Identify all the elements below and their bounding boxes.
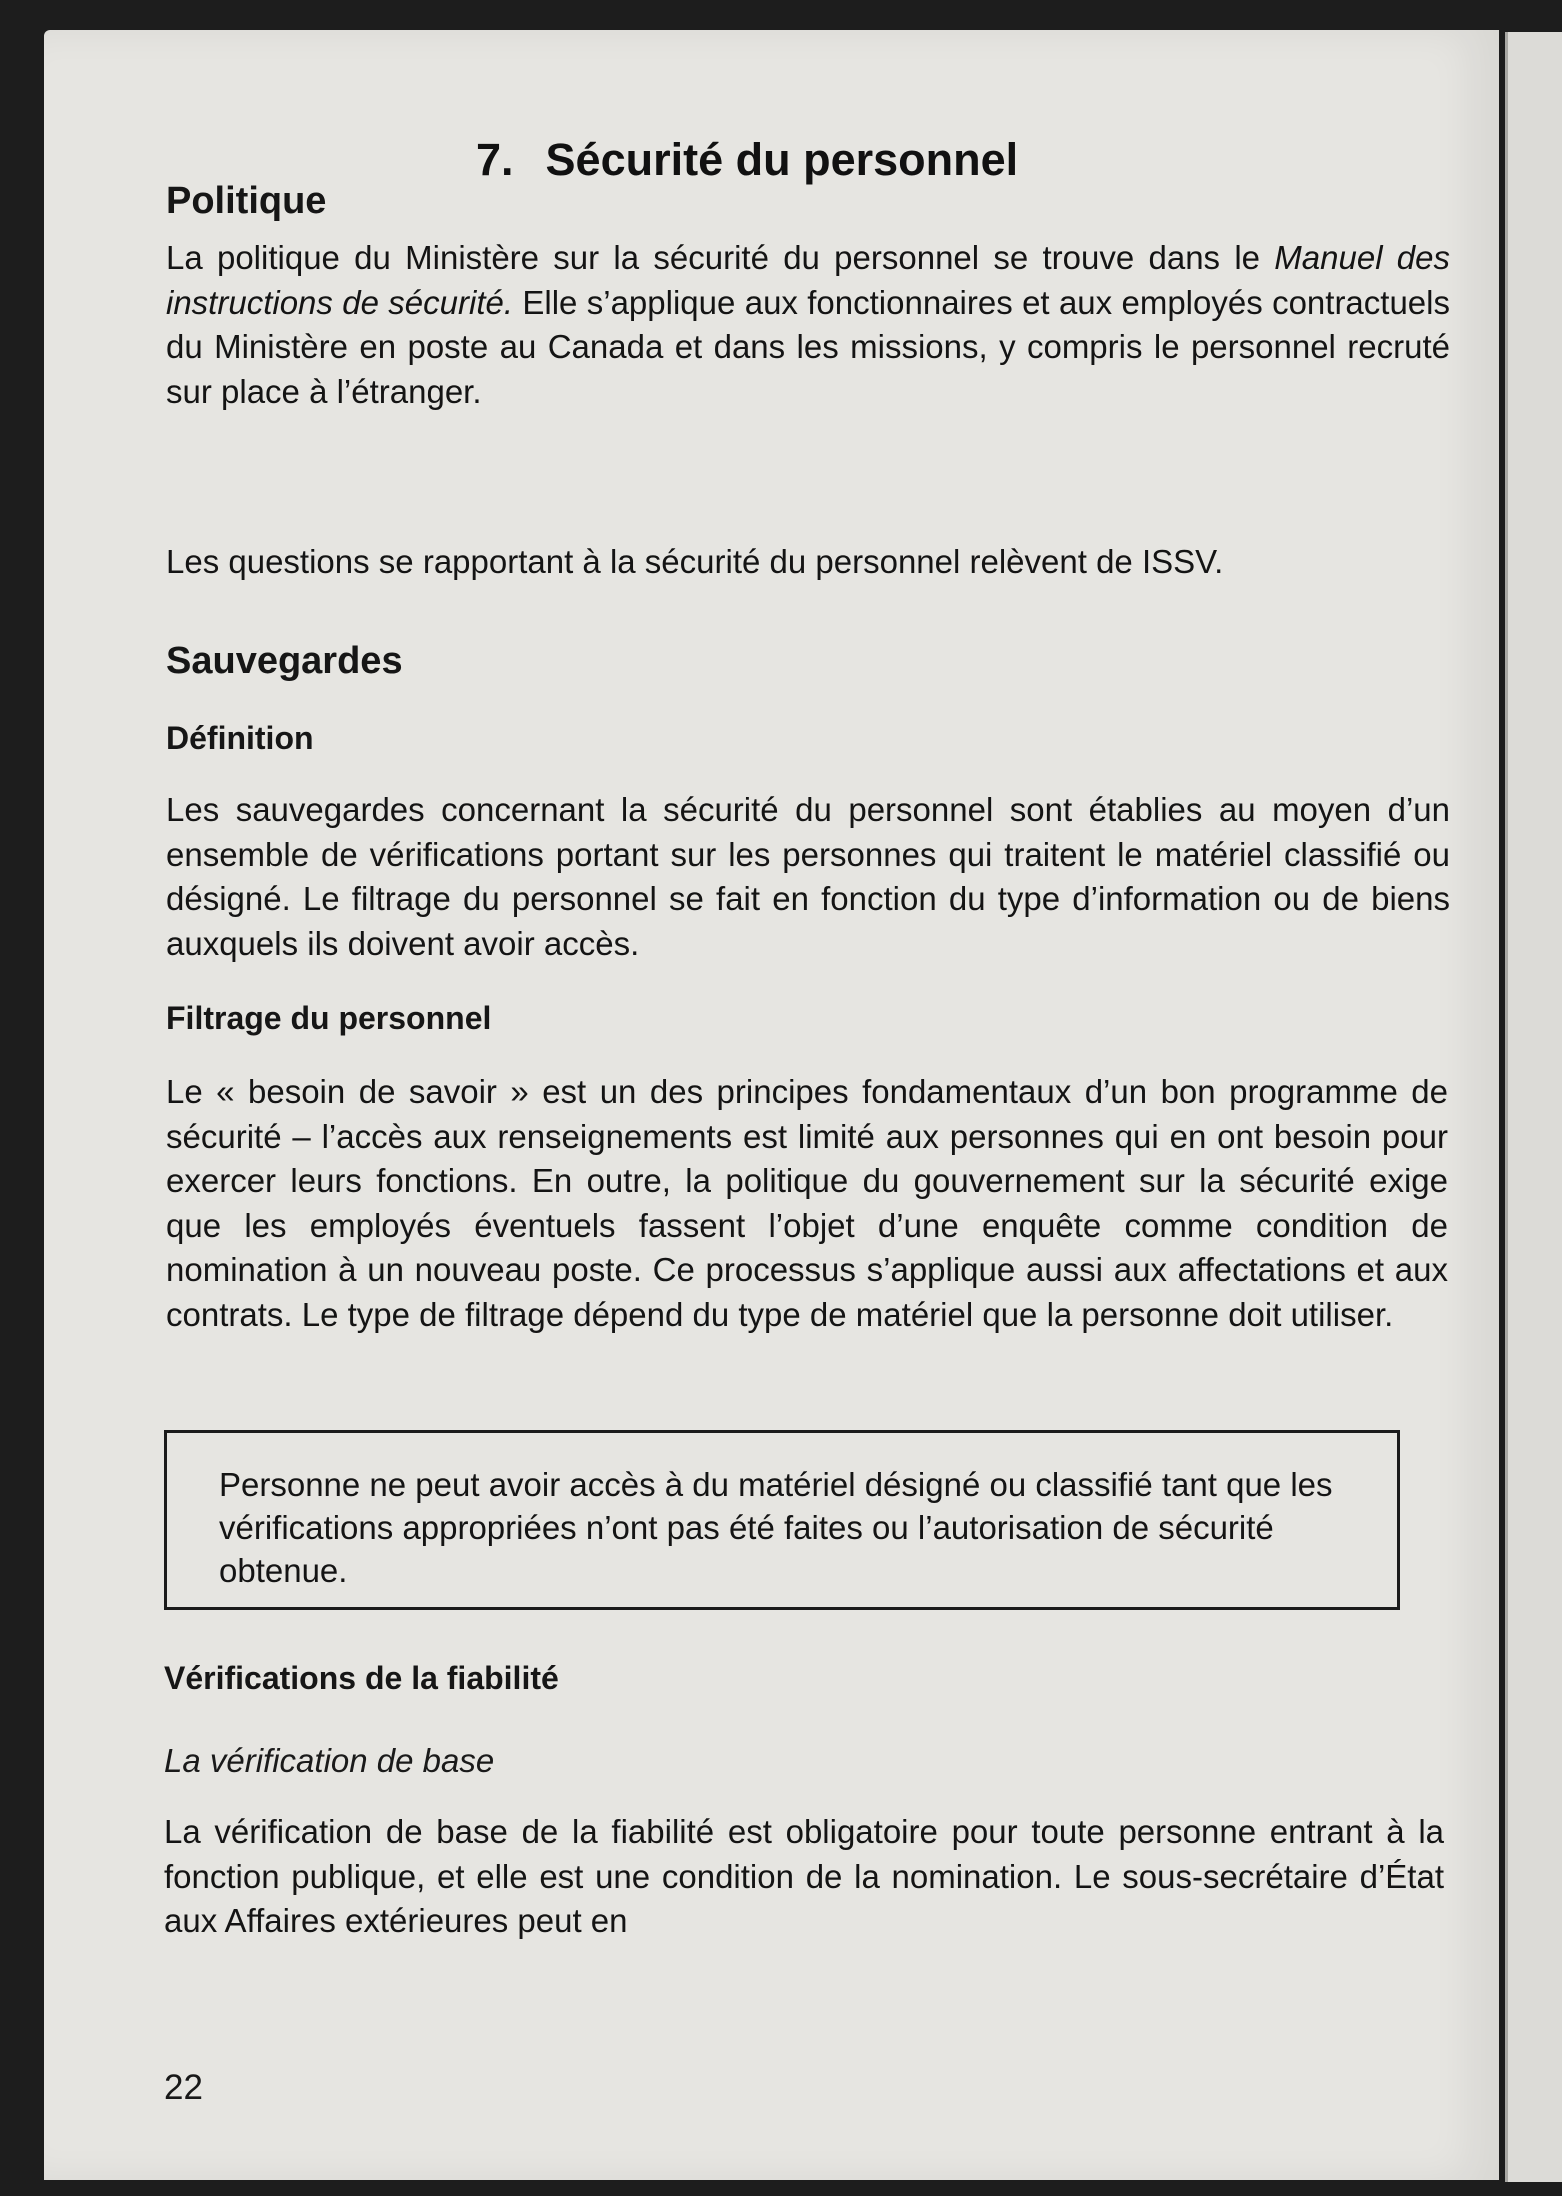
politique-text-before: La politique du Ministère sur la sécurité du personnel se trouve dans le xyxy=(166,239,1275,276)
section-heading-politique: Politique xyxy=(166,180,327,222)
definition-paragraph: Les sauvegardes concernant la sécurité du personnel sont établies au moyen d’un ensemble de vérifications portant sur les personnes qui traitent le matériel classifié ou désigné. Le filtrage du personnel se fait en fonction du type d’information ou de biens auxquels ils doivent avoir accès. xyxy=(166,791,1450,962)
subheading-filtrage: Filtrage du personnel xyxy=(166,1000,492,1036)
chapter-number: 7. xyxy=(476,134,514,185)
manual-title: Manuel des instructions de sécurité. xyxy=(166,239,1451,321)
subheading-verification-de-base: La vérification de base xyxy=(164,1742,495,1779)
verification-paragraph: La vérification de base de la fiabilité est obligatoire pour toute personne entrant à la fonction publique, et elle est une condition de la nomination. Le sous-secrétaire d’État aux Affaires extérieures peut en xyxy=(164,1813,1444,1939)
politique-text-after: Elle s’applique aux fonctionnaires et aux employés contractuels du Ministère en poste au Canada et dans les missions, y compris le personnel recruté sur place à l’étranger. xyxy=(166,283,1450,410)
subheading-verifications: Vérifications de la fiabilité xyxy=(164,1660,559,1696)
politique-paragraph-1 xyxy=(166,236,1450,414)
note-box xyxy=(164,1430,1400,1610)
document-page xyxy=(44,30,1499,2180)
politique-paragraph-2: Les questions se rapportant à la sécurité du personnel relèvent de ISSV. xyxy=(166,543,1224,580)
chapter-title-text: Sécurité du personnel xyxy=(545,134,1019,185)
section-heading-sauvegardes: Sauvegardes xyxy=(166,640,403,682)
chapter-title xyxy=(476,134,1018,186)
subheading-definition: Définition xyxy=(166,720,314,756)
adjacent-page-edge xyxy=(1505,32,1562,2182)
filtrage-paragraph: Le « besoin de savoir » est un des principes fondamentaux d’un bon programme de sécurité – l’accès aux renseignements est limité aux personnes qui en ont besoin pour exercer leurs fonctions. En outre, la politique du gouvernement sur la sécurité exige que les employés éventuels fassent l’objet d’une enquête comme condition de nomination à un nouveau poste. Ce processus s’applique aussi aux affectations et aux contrats. Le type de filtrage dépend du type de matériel que la personne doit utiliser. xyxy=(166,1073,1448,1333)
page-number: 22 xyxy=(164,2068,203,2107)
note-box-text: Personne ne peut avoir accès à du matériel désigné ou classifié tant que les vérifications appropriées n’ont pas été faites ou l’autorisation de sécurité obtenue. xyxy=(219,1466,1333,1589)
